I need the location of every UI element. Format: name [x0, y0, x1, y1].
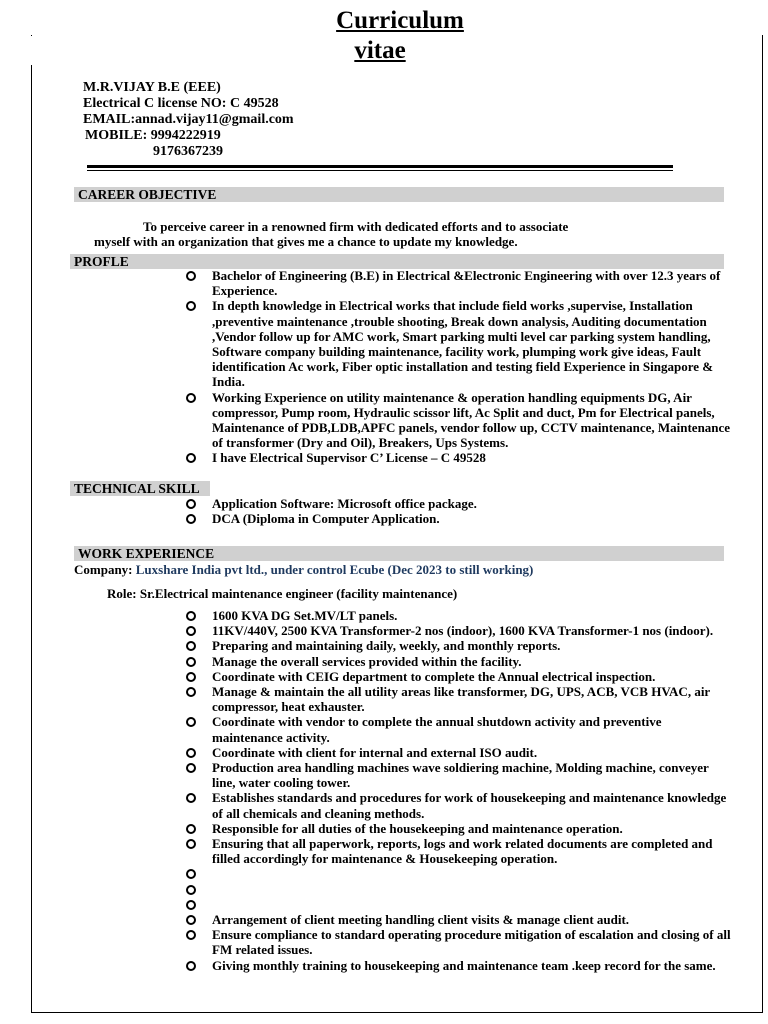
list-item-text: Ensure compliance to standard operating procedure mitigation of escalation and closing of all FM related issues.	[212, 927, 731, 958]
mobile-secondary: 9176367239	[153, 144, 223, 159]
contact-block	[83, 80, 294, 160]
list-item-text: Giving monthly training to housekeeping and maintenance team .keep record for the same.	[212, 957, 716, 973]
document-title-line2: vitae	[0, 36, 760, 65]
bullet-icon	[186, 301, 196, 311]
list-item-text: DCA (Diploma in Computer Application.	[212, 511, 440, 527]
company-name: Luxshare India pvt ltd., under control Ecube (Dec 2023 to still working)	[132, 562, 534, 577]
list-item-text: Coordinate with client for internal and external ISO audit.	[212, 744, 538, 760]
list-item	[186, 927, 731, 957]
list-item	[186, 958, 731, 973]
list-item	[186, 912, 731, 927]
list-item	[186, 821, 731, 836]
list-item-text: Ensuring that all paperwork, reports, logs and work related documents are completed and filled accordingly for maintenance & Housekeeping operation.	[212, 836, 713, 867]
bullet-icon	[186, 961, 196, 971]
list-item-text: Responsible for all duties of the housekeeping and maintenance operation.	[212, 820, 623, 836]
list-item-text: Manage & maintain the all utility areas like transformer, DG, UPS, ACB, VCB HVAC, air compressor, heat exhauster.	[212, 684, 710, 715]
role-line: Role: Sr.Electrical maintenance engineer (facility maintenance)	[107, 586, 458, 601]
bullet-icon	[186, 793, 196, 803]
list-item-text: Application Software: Microsoft office package.	[212, 496, 477, 511]
bullet-icon	[186, 869, 196, 879]
bullet-icon	[186, 824, 196, 834]
section-career-objective: CAREER OBJECTIVE	[74, 187, 724, 202]
candidate-name: M.R.VIJAY B.E (EEE)	[83, 80, 221, 95]
bullet-icon	[186, 915, 196, 925]
list-item-text: Working Experience on utility maintenance & operation handling equipments DG, Air compressor, Pump room, Hydraulic scissor lift, Ac Split and duct, Pm for Electrical panels, Maintenance of PDB,LDB,APFC panels, vendor follow up, CCTV maintenance, Maintenance of transformer (Dry and Oil), Breakers, Ups Systems.	[212, 389, 731, 451]
bullet-icon	[186, 900, 196, 910]
list-item	[186, 669, 731, 684]
bullet-icon	[186, 611, 196, 621]
list-item	[186, 760, 731, 790]
list-item-text: I have Electrical Supervisor C’ License – C 49528	[212, 450, 486, 466]
section-technical-skill: TECHNICAL SKILL	[70, 481, 210, 496]
list-item	[186, 654, 731, 669]
bullet-icon	[186, 271, 196, 281]
list-item	[186, 390, 731, 451]
list-item-text: Coordinate with vendor to complete the annual shutdown activity and preventive maintenance activity.	[212, 714, 662, 745]
bullet-icon	[186, 839, 196, 849]
list-item	[186, 511, 731, 526]
list-item-text: In depth knowledge in Electrical works that include field works ,supervise, Installation ,preventive maintenance ,trouble shooting, Break down analysis, Auditing documentation ,Vendor follow up for AMC work, Smart parking multi level car parking system handling, Software company building maintenance, facility work, plumping work give ideas, Fault identification Ac work, Fiber optic installation and testing field Experience in Singapore & India.	[212, 298, 714, 390]
list-item	[186, 496, 731, 511]
section-profile: PROFLE	[70, 254, 724, 269]
bullet-icon	[186, 657, 196, 667]
list-item-text: Arrangement of client meeting handling client visits & manage client audit.	[212, 912, 630, 928]
bullet-icon	[186, 930, 196, 940]
list-item	[186, 882, 731, 897]
divider-thick	[87, 165, 673, 168]
mobile: MOBILE: 9994222919	[85, 128, 221, 143]
bullet-icon	[186, 687, 196, 697]
list-item	[186, 298, 731, 389]
bullet-icon	[186, 885, 196, 895]
bullet-icon	[186, 626, 196, 636]
list-item	[186, 638, 731, 653]
company-line	[74, 562, 533, 577]
document-title: Curriculum	[0, 6, 768, 35]
objective-line2: myself with an organization that gives me a chance to update my knowledge.	[94, 234, 518, 249]
list-item-text: Manage the overall services provided within the facility.	[212, 653, 522, 669]
list-item-text: Coordinate with CEIG department to complete the Annual electrical inspection.	[212, 668, 656, 684]
bullet-icon	[186, 499, 196, 509]
list-item	[186, 745, 731, 760]
bullet-icon	[186, 393, 196, 403]
bullet-icon	[186, 641, 196, 651]
work-duties-list	[186, 608, 731, 973]
bullet-icon	[186, 514, 196, 524]
bullet-icon	[186, 717, 196, 727]
list-item	[186, 268, 731, 298]
section-work-experience: WORK EXPERIENCE	[74, 546, 724, 561]
list-item	[186, 790, 731, 820]
list-item	[186, 684, 731, 714]
list-item	[186, 836, 731, 866]
divider-thin	[87, 170, 673, 171]
profile-list	[186, 268, 731, 466]
objective-line1: To perceive career in a renowned firm with dedicated efforts and to associate	[143, 219, 569, 234]
company-label: Company:	[74, 562, 133, 577]
technical-skill-list	[186, 496, 731, 526]
list-item-text: Production area handling machines wave soldiering machine, Molding machine, conveyer line, water cooling tower.	[212, 760, 709, 791]
list-item	[186, 623, 731, 638]
list-item-text: Bachelor of Engineering (B.E) in Electrical &Electronic Engineering with over 12.3 years of Experience.	[212, 268, 721, 299]
list-item-text: Preparing and maintaining daily, weekly, and monthly reports.	[212, 638, 561, 654]
list-item	[186, 866, 731, 881]
bullet-icon	[186, 763, 196, 773]
list-item-text: 1600 KVA DG Set.MV/LT panels.	[212, 608, 398, 623]
list-item	[186, 450, 731, 465]
bullet-icon	[186, 672, 196, 682]
bullet-icon	[186, 748, 196, 758]
list-item-text: Establishes standards and procedures for work of housekeeping and maintenance knowledge of all chemicals and cleaning methods.	[212, 790, 727, 821]
license-number: Electrical C license NO: C 49528	[83, 96, 279, 111]
list-item	[186, 897, 731, 912]
email: EMAIL:annad.vijay11@gmail.com	[83, 112, 294, 127]
list-item	[186, 714, 731, 744]
list-item-text: 11KV/440V, 2500 KVA Transformer-2 nos (indoor), 1600 KVA Transformer-1 nos (indoor).	[212, 623, 714, 639]
list-item	[186, 608, 731, 623]
bullet-icon	[186, 453, 196, 463]
